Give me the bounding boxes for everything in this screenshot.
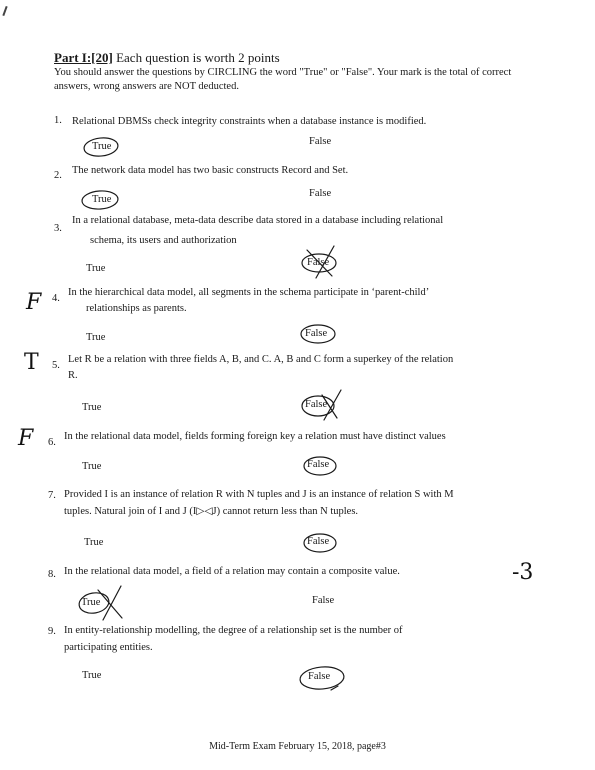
question-text-continued: R.: [68, 370, 78, 381]
true-option: True: [92, 194, 112, 205]
false-option: False: [312, 595, 335, 606]
handwritten-note: T: [24, 350, 39, 375]
true-option: True: [84, 537, 104, 548]
question-text: Provided I is an instance of relation R with N tuples and J is an instance of relation S with M: [64, 489, 454, 500]
question-number: 7.: [48, 490, 56, 501]
pen-stroke: [331, 686, 338, 690]
handwritten-note: -3: [512, 560, 534, 585]
question-text: In entity-relationship modelling, the degree of a relationship set is the number of: [64, 625, 403, 636]
page-footer: Mid-Term Exam February 15, 2018, page#3: [209, 741, 386, 752]
question-text-continued: relationships as parents.: [86, 303, 187, 314]
question-text: Let R be a relation with three fields A, B, and C. A, B and C form a superkey of the relation: [68, 354, 454, 365]
true-option: True: [82, 670, 102, 681]
true-option: True: [81, 597, 101, 608]
question-text: In the relational data model, a field of a relation may contain a composite value.: [64, 566, 400, 577]
true-option: True: [92, 141, 112, 152]
points-label: Each question is worth 2 points: [112, 50, 280, 65]
question-text: In the relational data model, fields forming foreign key a relation must have distinct values: [64, 431, 446, 442]
instructions: You should answer the questions by CIRCLING the word "True" or "False". Your mark is the total of correct answers, wrong answers are NOT deducted.: [54, 67, 512, 92]
corner-mark: [2, 6, 7, 16]
question-number: 9.: [48, 626, 56, 637]
question-text-continued: schema, its users and authorization: [90, 235, 237, 246]
false-option: False: [307, 536, 330, 547]
handwritten-note: F: [18, 426, 34, 451]
true-option: True: [82, 402, 102, 413]
false-option: False: [307, 459, 330, 470]
false-option: False: [305, 328, 328, 339]
question-text: The network data model has two basic constructs Record and Set.: [72, 165, 349, 176]
false-option: False: [307, 257, 330, 268]
question-number: 2.: [54, 170, 62, 181]
cross-mark: [98, 586, 122, 620]
question-number: 4.: [52, 293, 60, 304]
question-text: In a relational database, meta-data describe data stored in a database including relational: [72, 215, 444, 226]
true-option: True: [86, 263, 106, 274]
question-text: Relational DBMSs check integrity constraints when a database instance is modified.: [72, 116, 427, 127]
false-option: False: [305, 399, 328, 410]
part-heading: [54, 50, 280, 66]
true-option: True: [86, 332, 106, 343]
false-option: False: [309, 136, 332, 147]
question-number: 6.: [48, 437, 56, 448]
part-label: Part I:[20]: [54, 50, 113, 65]
handwritten-note: F: [26, 290, 42, 315]
question-text-continued: participating entities.: [64, 642, 153, 653]
false-option: False: [308, 671, 331, 682]
question-number: 8.: [48, 569, 56, 580]
question-number: 5.: [52, 360, 60, 371]
question-number: 3.: [54, 223, 62, 234]
question-text: In the hierarchical data model, all segments in the schema participate in ‘parent-child’: [68, 287, 430, 298]
question-text-continued: tuples. Natural join of I and J (I▷◁J) cannot return less than N tuples.: [64, 506, 359, 517]
question-number: 1.: [54, 115, 62, 126]
true-option: True: [82, 461, 102, 472]
false-option: False: [309, 188, 332, 199]
